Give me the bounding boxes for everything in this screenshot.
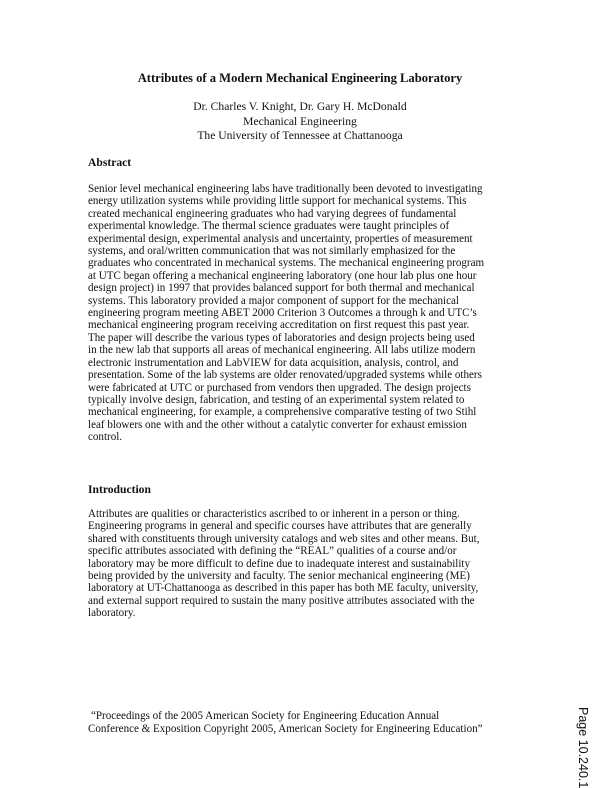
paper-title: Attributes of a Modern Mechanical Engineering Laboratory [137,71,463,85]
abstract-line: design project) in 1997 that provides balanced support for both thermal and mechanical [88,282,475,295]
abstract-line: systems. This laboratory provided a major component of support for the mechanical [88,294,459,307]
author-department: Mechanical Engineering [243,114,357,128]
author-block [0,100,600,144]
page-number: Page 10.240.1 [576,707,590,788]
introduction-line: laboratory. [88,607,136,620]
abstract-line: typically involve design, fabrication, and testing of an experimental system related to [88,393,465,406]
abstract-line: energy utilization systems while providing little support for mechanical systems. This [88,195,467,208]
abstract-line: presentation. Some of the lab systems are older renovated/upgraded systems while others [88,369,482,382]
abstract-line: control. [88,431,123,444]
author-names: Dr. Charles V. Knight, Dr. Gary H. McDonald [193,100,407,113]
introduction-heading: Introduction [88,483,151,496]
proceedings-footer [88,710,528,736]
introduction-line: shared with constituents through university catalogs and web sites and other means. But, [88,532,480,545]
introduction-line: Attributes are qualities or characteristics ascribed to or inherent in a person or thing. [88,508,460,520]
abstract-line: leaf blowers one with and the other without a catalytic converter for exhaust emission [88,418,467,431]
abstract-line: experimental design, experimental analysis and uncertainty, properties of measurement [88,232,473,245]
abstract-body [88,183,512,444]
footer-line-2: Conference & Exposition Copyright 2005, American Society for Engineering Education” [88,723,483,736]
abstract-line: The paper will describe the various types of laboratories and design projects being used [88,331,475,344]
abstract-heading: Abstract [88,156,132,169]
footer-line-1: “Proceedings of the 2005 American Society for Engineering Education Annual [91,710,440,722]
author-institution: The University of Tennessee at Chattanooga [197,129,403,143]
abstract-line: created mechanical engineering graduates who had varying degrees of fundamental [88,207,457,220]
introduction-body [88,508,512,620]
introduction-line: specific attributes associated with defining the “REAL” qualities of a course and/or [88,545,457,558]
abstract-line: in the new lab that supports all areas of mechanical engineering. All labs utilize modern [88,344,476,357]
abstract-line: experimental knowledge. The thermal science graduates were taught principles of [88,220,450,233]
abstract-line: mechanical engineering, for example, a comprehensive comparative testing of two Stihl [88,406,477,419]
abstract-line: engineering program meeting ABET 2000 Criterion 3 Outcomes a through k and UTC’s [88,307,477,320]
introduction-line: and external support required to sustain the many positive attributes associated with the [88,594,475,607]
abstract-line: Senior level mechanical engineering labs have traditionally been devoted to investigating [88,183,483,195]
abstract-line: graduates who concentrated in mechanical systems. The mechanical engineering program [88,257,485,270]
introduction-line: laboratory at UT-Chattanooga as described in this paper has both ME faculty, university, [88,582,479,595]
introduction-line: laboratory may be more difficult to define due to inadequate interest and sustainability [88,557,471,570]
abstract-line: at UTC began offering a mechanical engineering laboratory (one hour lab plus one hour [88,269,477,282]
abstract-line: were fabricated at UTC or purchased from vendors then upgraded. The design projects [88,381,471,394]
abstract-line: systems, and oral/written communication that was not similarly emphasized for the [88,245,456,258]
abstract-line: mechanical engineering program receiving accreditation on first request this past year. [88,319,470,332]
abstract-line: electronic instrumentation and LabVIEW for data acquisition, analysis, control, and [88,356,459,369]
introduction-line: being provided by the university and faculty. The senior mechanical engineering (ME) [88,570,470,583]
introduction-line: Engineering programs in general and specific courses have attributes that are generally [88,520,472,533]
